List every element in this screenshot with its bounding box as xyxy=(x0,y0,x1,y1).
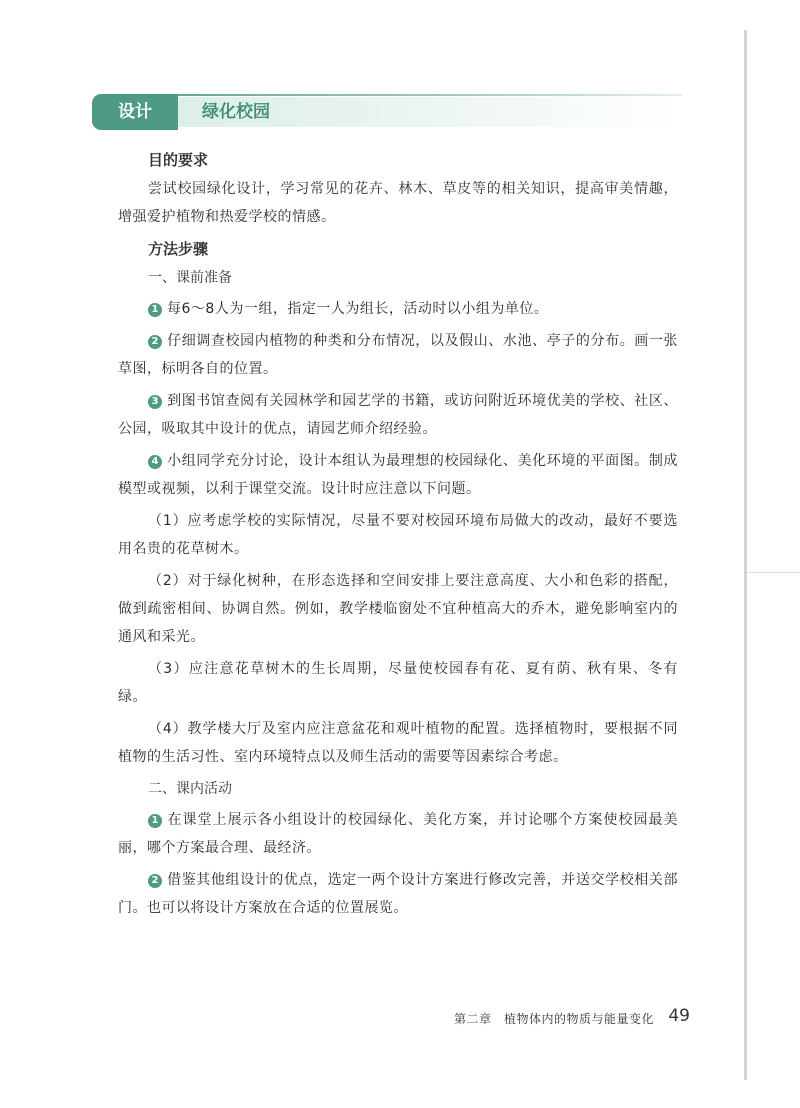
banner-tag: 设计 xyxy=(92,94,178,130)
design-note: （3）应注意花草树木的生长周期，尽量使校园春有花、夏有荫、秋有果、冬有绿。 xyxy=(118,661,678,705)
chapter-title: 第二章 植物体内的物质与能量变化 xyxy=(453,1012,654,1026)
purpose-text: 尝试校园绿化设计，学习常见的花卉、林木、草皮等的相关知识，提高审美情趣，增强爱护植物和热爱学校的情感。 xyxy=(118,181,678,225)
step-item xyxy=(118,447,678,503)
step-number-icon: 3 xyxy=(148,395,162,409)
step-item xyxy=(118,806,678,862)
step-number-icon: 2 xyxy=(148,335,162,349)
purpose-heading: 目的要求 xyxy=(148,151,209,169)
page-edge-rule xyxy=(744,30,747,1080)
page-edge-tick xyxy=(747,572,800,573)
design-note: （4）教学楼大厅及室内应注意盆花和观叶植物的配置。选择植物时，要根据不同植物的生活习性、室内环境特点以及师生活动的需要等因素综合考虑。 xyxy=(118,721,678,765)
step-number-icon: 2 xyxy=(148,874,162,888)
design-note: （1）应考虑学校的实际情况，尽量不要对校园环境布局做大的改动，最好不要选用名贵的花草树木。 xyxy=(118,513,678,557)
step-text: 借鉴其他组设计的优点，选定一两个设计方案进行修改完善，并送交学校相关部门。也可以将设计方案放在合适的位置展览。 xyxy=(118,872,678,916)
step-text: 小组同学充分讨论，设计本组认为最理想的校园绿化、美化环境的平面图。制成模型或视频，以利于课堂交流。设计时应注意以下问题。 xyxy=(118,453,678,497)
step-number-icon: 1 xyxy=(148,814,162,828)
section-banner xyxy=(92,94,682,130)
step-item xyxy=(118,327,678,383)
step-item xyxy=(118,295,678,323)
page-content xyxy=(118,146,678,926)
part1-title: 一、课前准备 xyxy=(148,270,232,286)
step-text: 到图书馆查阅有关园林学和园艺学的书籍，或访问附近环境优美的学校、社区、公园，吸取其中设计的优点，请园艺师介绍经验。 xyxy=(118,393,678,437)
page-footer xyxy=(0,1006,690,1030)
part2-title: 二、课内活动 xyxy=(148,781,232,797)
step-text: 在课堂上展示各小组设计的校园绿化、美化方案，并讨论哪个方案使校园最美丽，哪个方案最合理、最经济。 xyxy=(118,812,678,856)
banner-title: 绿化校园 xyxy=(202,102,270,122)
design-note: （2）对于绿化树种，在形态选择和空间安排上要注意高度、大小和色彩的搭配，做到疏密相间、协调自然。例如，教学楼临窗处不宜种植高大的乔木，避免影响室内的通风和采光。 xyxy=(118,573,678,645)
step-text: 仔细调查校园内植物的种类和分布情况，以及假山、水池、亭子的分布。画一张草图，标明各自的位置。 xyxy=(118,333,678,377)
step-item xyxy=(118,387,678,443)
step-item xyxy=(118,866,678,922)
method-heading: 方法步骤 xyxy=(148,240,209,258)
page-number: 49 xyxy=(668,1006,690,1026)
step-number-icon: 1 xyxy=(148,303,162,317)
step-number-icon: 4 xyxy=(148,455,162,469)
step-text: 每6～8人为一组，指定一人为组长，活动时以小组为单位。 xyxy=(167,301,549,317)
